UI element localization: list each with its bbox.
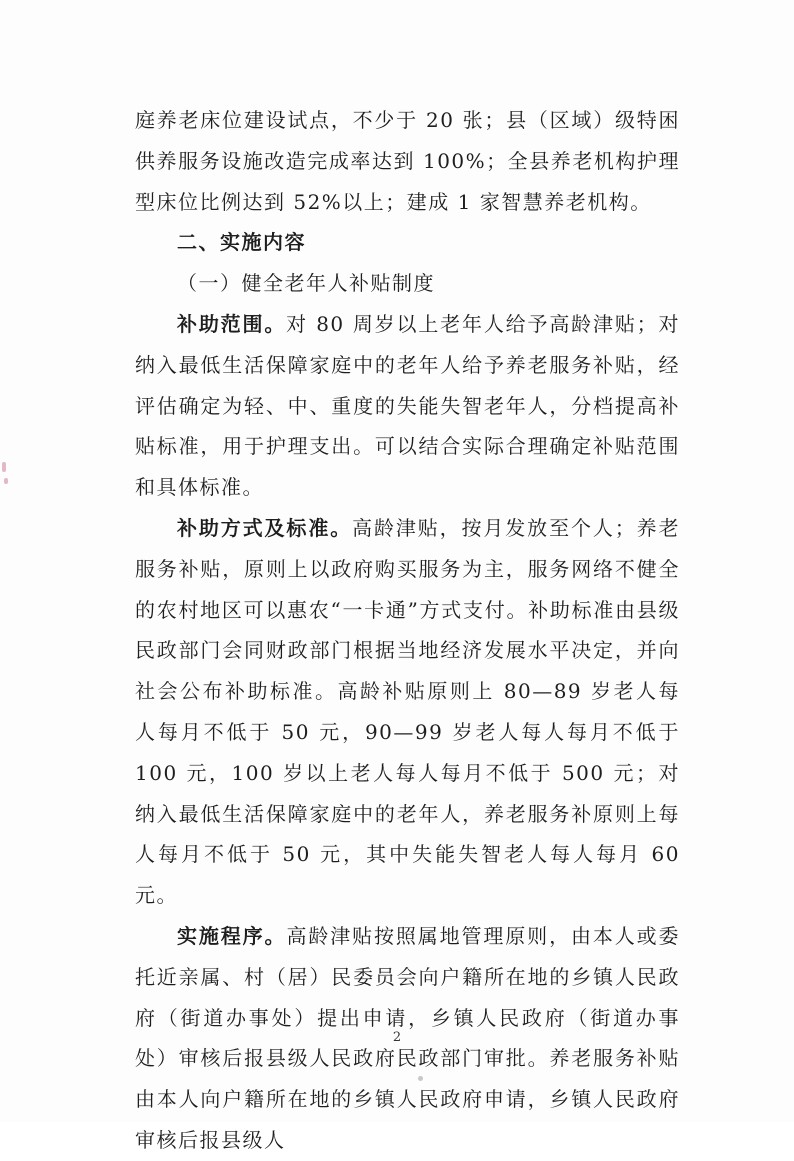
paragraph-text: 高龄津贴按照属地管理原则，由本人或委托近亲属、村（居）民委员会向户籍所在地的乡镇人民政府（街道办事处）提出申请，乡镇人民政府（街道办事处）审核后报县级人民政府民政部门审批。养老服务补贴由本人向户籍所在地的乡镇人民政府申请，乡镇人民政府审核后报县级人 — [135, 923, 681, 1152]
scan-mark — [2, 462, 6, 472]
paragraph-continuation: 庭养老床位建设试点，不少于 20 张；县（区域）级特困供养服务设施改造完成率达到 100%；全县养老机构护理型床位比例达到 52%以上；建成 1 家智慧养老机构。 — [135, 108, 680, 214]
paragraph-lead: 实施程序。 — [177, 923, 287, 948]
paragraph-subsidy-scope — [135, 304, 680, 508]
page-number: 2 — [392, 1030, 402, 1045]
paragraph-subsidy-method — [135, 508, 680, 916]
scan-speck — [418, 1076, 423, 1081]
paragraph-lead: 补助范围。 — [177, 311, 287, 336]
paragraph-text: 高龄津贴，按月发放至个人；养老服务补贴，原则上以政府购买服务为主，服务网络不健全的农村地区可以惠农“一卡通”方式支付。补助标准由县级民政部门会同财政部门根据当地经济发展水平决定，并向社会公布补助标准。高龄补贴原则上 80—89 岁老人每人每月不低于 50 元，90—99 岁老人每人每月不低于 100 元，100 岁以上老人每人每月不低于 500 元；对纳入最低生活保障家庭中的老年人，养老服务补原则上每人每月不低于 50 元，其中失能失智老人每人每月 60 元。 — [135, 515, 681, 908]
scan-mark — [4, 478, 8, 484]
section-heading: 二、实施内容 — [177, 230, 306, 255]
subsection-heading: （一）健全老年人补贴制度 — [177, 271, 435, 296]
paragraph-lead: 补助方式及标准。 — [177, 515, 353, 540]
paragraph-text: 对 80 周岁以上老年人给予高龄津贴；对纳入最低生活保障家庭中的老年人给予养老服务补贴，经评估确定为轻、中、重度的失能失智老年人，分档提高补贴标准，用于护理支出。可以结合实际合理确定补贴范围和具体标准。 — [135, 311, 680, 500]
document-body — [135, 100, 680, 1161]
